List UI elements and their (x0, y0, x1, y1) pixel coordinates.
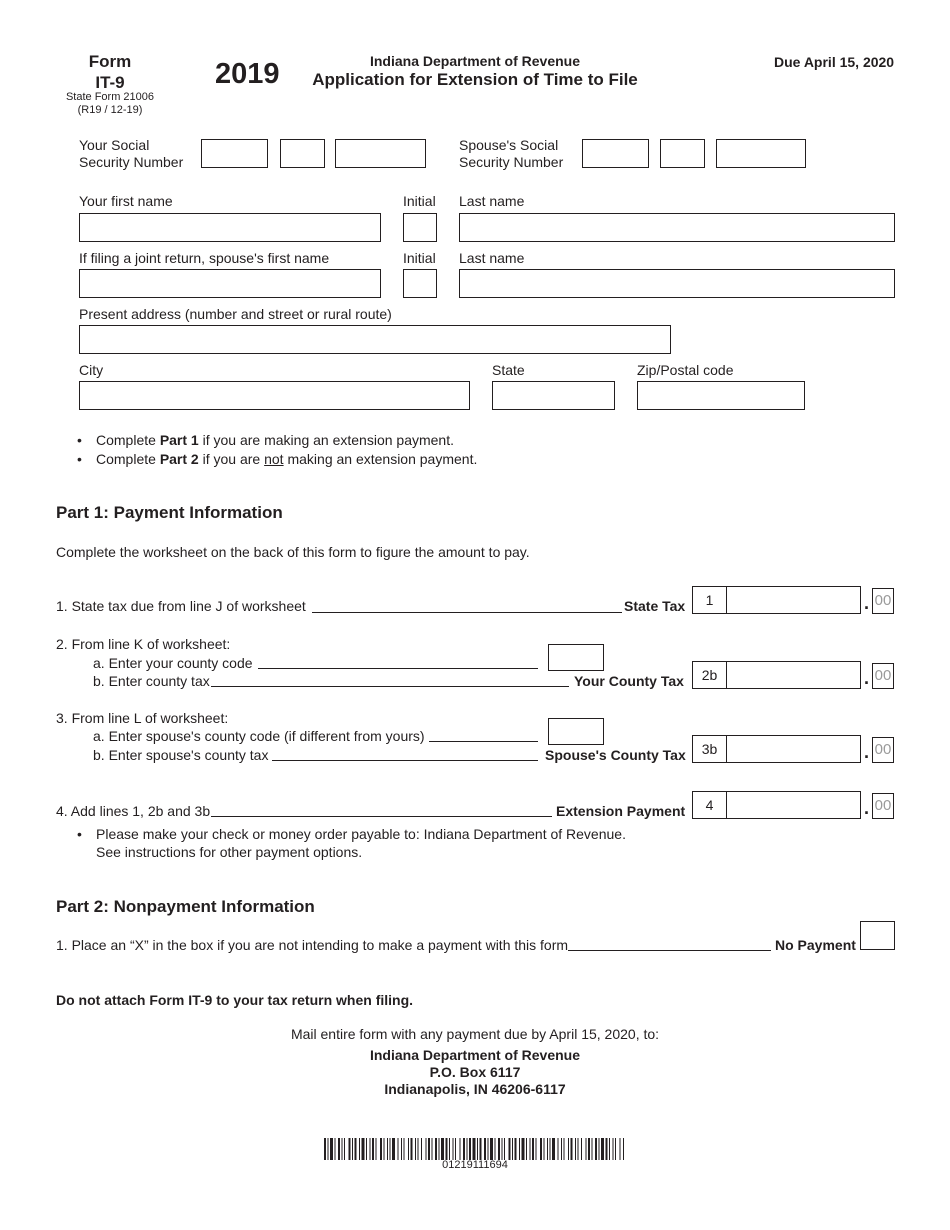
line3b-text: b. Enter spouse's county tax (93, 747, 269, 763)
no-payment-label: No Payment (775, 937, 856, 953)
line4-cents: 00 (872, 793, 894, 819)
tax-year: 2019 (215, 58, 280, 90)
line2b-text: b. Enter county tax (93, 673, 210, 689)
line2b-amount-field[interactable] (692, 661, 861, 689)
payment-note-2: See instructions for other payment options. (96, 844, 363, 860)
instruction-bullet-1: • Complete Part 1 if you are making an extension payment. (77, 432, 454, 448)
barcode (324, 1138, 624, 1160)
department-name: Indiana Department of Revenue (369, 53, 581, 69)
city-label: City (79, 362, 104, 378)
form-revision: (R19 / 12-19) (77, 104, 143, 116)
spouse-ssn-label-line1: Spouse's Social (459, 137, 559, 153)
initial-label: Initial (403, 193, 436, 209)
line4-text: 4. Add lines 1, 2b and 3b (56, 803, 211, 819)
part1-intro: Complete the worksheet on the back of this form to figure the amount to pay. (56, 544, 530, 560)
do-not-attach-note: Do not attach Form IT-9 to your tax return when filing. (56, 992, 414, 1008)
spouse-first-name-field[interactable] (79, 269, 381, 298)
state-label: State (492, 362, 525, 378)
line1-leader (312, 612, 622, 613)
line2a-text: a. Enter your county code (93, 655, 253, 671)
part1-heading: Part 1: Payment Information (56, 503, 283, 522)
line3b-cents: 00 (872, 737, 894, 763)
line1-amount-field[interactable] (692, 586, 861, 614)
line2b-cents: 00 (872, 663, 894, 689)
line3b-amount-field[interactable] (692, 735, 861, 763)
due-date: Due April 15, 2020 (774, 54, 895, 70)
mail-instruction: Mail entire form with any payment due by April 15, 2020, to: (290, 1026, 660, 1042)
mail-address-line2: P.O. Box 6117 (429, 1064, 521, 1080)
ssn-field-part1[interactable] (201, 139, 268, 168)
line3a-text: a. Enter spouse's county code (if different from yours) (93, 728, 425, 744)
line1-cents: 00 (872, 588, 894, 614)
mail-address-line3: Indianapolis, IN 46206-6117 (384, 1081, 566, 1097)
line3b-decimal: . (864, 742, 870, 762)
spouse-ssn-label-line2: Security Number (459, 154, 564, 170)
line3b-leader (272, 760, 538, 761)
spouse-ssn-field-part1[interactable] (582, 139, 649, 168)
spouse-county-code-field[interactable] (548, 718, 604, 745)
part2-line1-text: 1. Place an “X” in the box if you are not intending to make a payment with this form (56, 937, 569, 953)
first-name-field[interactable] (79, 213, 381, 242)
spouse-initial-field[interactable] (403, 269, 437, 298)
form-id: IT-9 (95, 73, 125, 92)
ssn-label-line1: Your Social (79, 137, 150, 153)
city-field[interactable] (79, 381, 470, 410)
ssn-field-part3[interactable] (335, 139, 426, 168)
line2a-leader (258, 668, 538, 669)
ssn-label-line2: Security Number (79, 154, 184, 170)
address-label: Present address (number and street or rural route) (79, 306, 392, 322)
line3-label: Spouse's County Tax (545, 747, 686, 763)
line4-number: 4 (693, 792, 727, 818)
line1-number: 1 (693, 587, 727, 613)
spouse-last-name-field[interactable] (459, 269, 895, 298)
line4-decimal: . (864, 798, 870, 818)
zip-field[interactable] (637, 381, 805, 410)
mail-address-line1: Indiana Department of Revenue (369, 1047, 581, 1063)
first-name-label: Your first name (79, 193, 173, 209)
last-name-field[interactable] (459, 213, 895, 242)
no-payment-checkbox[interactable] (860, 921, 895, 950)
spouse-initial-label: Initial (403, 250, 436, 266)
state-form-number: State Form 21006 (65, 91, 155, 103)
initial-field[interactable] (403, 213, 437, 242)
part2-leader (568, 950, 771, 951)
spouse-ssn-field-part2[interactable] (660, 139, 705, 168)
payment-note: • Please make your check or money order payable to: Indiana Department of Revenue. (77, 826, 626, 842)
last-name-label: Last name (459, 193, 525, 209)
line1-text: 1. State tax due from line J of worksheet (56, 598, 306, 614)
line2-text: 2. From line K of worksheet: (56, 636, 231, 652)
line3b-number: 3b (693, 736, 727, 762)
line3a-leader (429, 741, 538, 742)
spouse-first-name-label: If filing a joint return, spouse's first name (79, 250, 330, 266)
state-field[interactable] (492, 381, 615, 410)
county-code-field[interactable] (548, 644, 604, 671)
line4-label: Extension Payment (556, 803, 686, 819)
spouse-last-name-label: Last name (459, 250, 525, 266)
line1-decimal: . (864, 593, 870, 613)
form-title: Application for Extension of Time to File (312, 70, 638, 89)
line2b-decimal: . (864, 668, 870, 688)
line2b-number: 2b (693, 662, 727, 688)
line2-label: Your County Tax (574, 673, 684, 689)
part2-heading: Part 2: Nonpayment Information (56, 897, 315, 916)
ssn-field-part2[interactable] (280, 139, 325, 168)
instruction-bullet-2: • Complete Part 2 if you are not making an extension payment. (77, 451, 478, 467)
spouse-ssn-field-part3[interactable] (716, 139, 806, 168)
address-field[interactable] (79, 325, 671, 354)
barcode-number: 01219111694 (442, 1159, 508, 1171)
line4-leader (211, 816, 552, 817)
line2b-leader (211, 686, 569, 687)
zip-label: Zip/Postal code (637, 362, 734, 378)
line4-amount-field[interactable] (692, 791, 861, 819)
form-word: Form (88, 52, 132, 71)
line1-label: State Tax (624, 598, 686, 614)
line3-text: 3. From line L of worksheet: (56, 710, 229, 726)
